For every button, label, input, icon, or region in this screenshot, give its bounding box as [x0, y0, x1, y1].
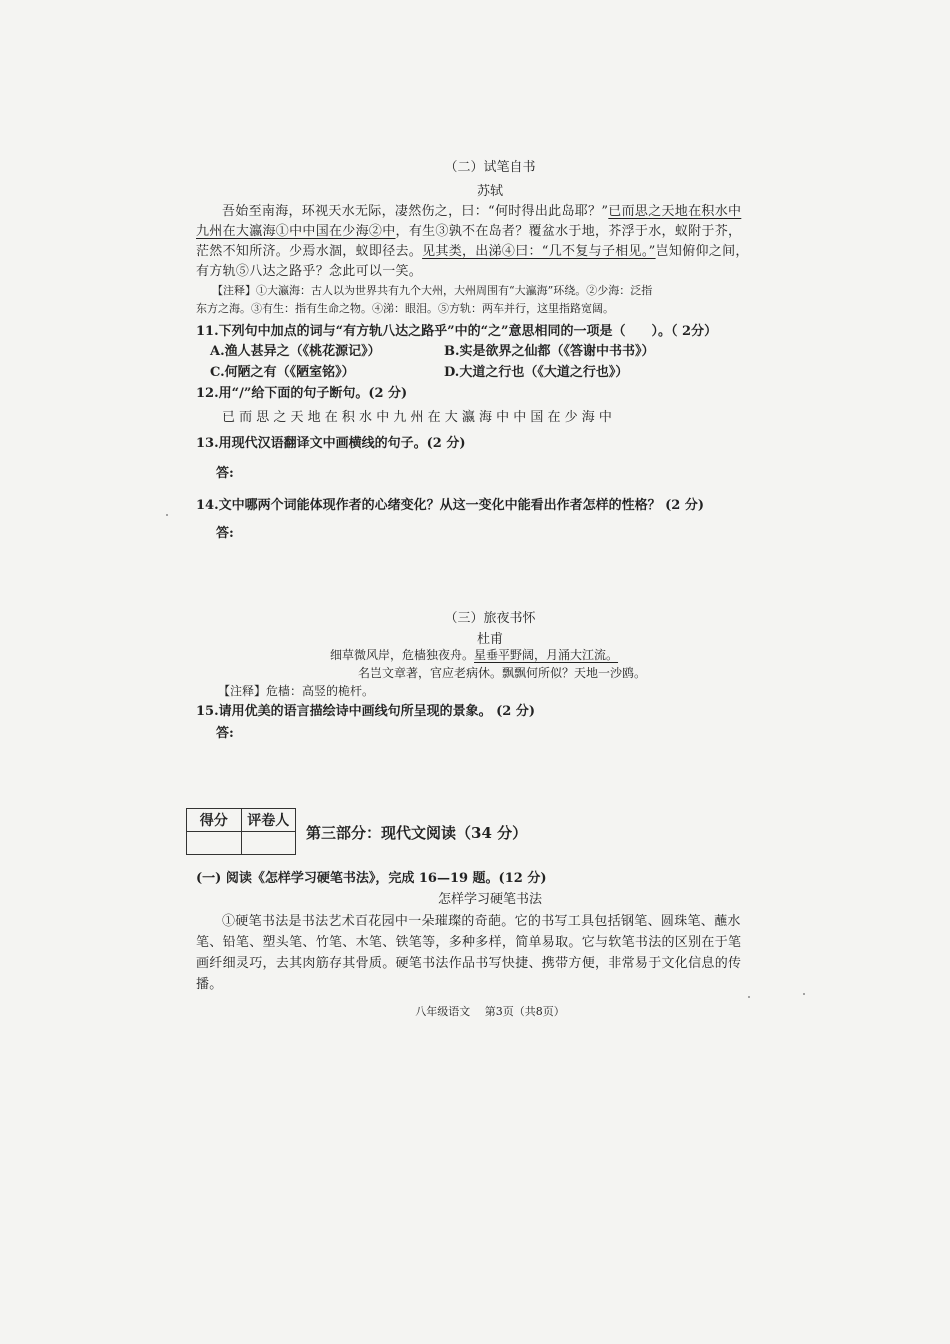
passage-line-2: 九州在大瀛海①中中国在少海②中，有生③孰不在岛者？覆盆水于地，芥浮于水，蚁附于芥， — [196, 224, 742, 239]
question-12: 12.用“/”给下面的句子断句。(2 分) — [196, 386, 408, 401]
answer-label-13: 答: — [216, 466, 234, 481]
annotation-line-2: 东方之海。③有生：指有生命之物。④涕：眼泪。⑤方轨：两车并行，这里指路宽阔。 — [196, 302, 614, 315]
grader-header: 评卷人 — [241, 809, 296, 832]
article-line-4: 播。 — [196, 977, 223, 992]
scan-speck — [803, 993, 805, 995]
part-3-heading: 第三部分：现代文阅读（34 分） — [306, 824, 528, 842]
score-cell — [187, 832, 242, 855]
answer-label-14: 答: — [216, 526, 234, 541]
reading-1-instruction: (一) 阅读《怎样学习硬笔书法》，完成 16—19 题。(12 分) — [196, 871, 547, 886]
passage-line-3: 茫然不知所济。少焉水涸，蚁即径去。见其类，出涕④曰：“几不复与子相见。”岂知俯仰之间， — [196, 244, 749, 259]
question-15: 15.请用优美的语言描绘诗中画线句所呈现的景象。 (2 分) — [196, 704, 536, 719]
poem-annotation: 【注释】危樯：高竖的桅杆。 — [218, 684, 375, 698]
passage-line-4: 有方轨⑤八达之路乎？念此可以一笑。 — [196, 264, 423, 279]
poem-line-1: 细草微风岸，危樯独夜舟。星垂平野阔，月涌大江流。 — [330, 648, 619, 662]
section-3-title: （三）旅夜书怀 — [444, 611, 536, 626]
question-12-text: 已 而 思 之 天 地 在 积 水 中 九 州 在 大 瀛 海 中 中 国 在 少 海 中 — [222, 410, 612, 425]
scan-speck — [748, 996, 750, 998]
article-line-1: ①硬笔书法是书法艺术百花园中一朵璀璨的奇葩。它的书写工具包括钢笔、圆珠笔、蘸水 — [222, 914, 741, 929]
answer-label-15: 答: — [216, 726, 234, 741]
page-footer: 八年级语文 第3页（共8页） — [415, 1005, 565, 1018]
passage-line-1: 吾始至南海，环视天水无际，凄然伤之，曰：“何时得出此岛耶？”已而思之天地在积水中 — [222, 204, 742, 219]
article-line-2: 笔、铅笔、塑头笔、竹笔、木笔、铁笔等，多种多样，简单易取。它与软笔书法的区别在于笔 — [196, 935, 742, 950]
option-d: D.大道之行也（《大道之行也》） — [444, 365, 629, 380]
poem-line-2: 名岂文章著，官应老病休。飘飘何所似？天地一沙鸥。 — [358, 666, 647, 680]
option-c: C.何陋之有（《陋室铭》） — [210, 365, 355, 380]
section-2-author: 苏轼 — [476, 184, 503, 199]
annotation-line-1: 【注释】①大瀛海：古人以为世界共有九个大州，大州周围有“大瀛海”环绕。②少海：泛指 — [212, 284, 653, 297]
section-2-title: （二）试笔自书 — [444, 160, 536, 175]
article-line-3: 画纤细灵巧，去其肉筋存其骨质。硬笔书法作品书写快捷、携带方便，非常易于文化信息的传 — [196, 956, 742, 971]
grader-cell — [241, 832, 296, 855]
question-14: 14.文中哪两个词能体现作者的心绪变化？从这一变化中能看出作者怎样的性格？ (2 分) — [196, 498, 705, 513]
question-13: 13.用现代汉语翻译文中画横线的句子。(2 分) — [196, 436, 466, 451]
option-b: B.实是欲界之仙都（《答谢中书书》） — [444, 344, 655, 359]
scan-speck — [166, 514, 168, 516]
article-title: 怎样学习硬笔书法 — [437, 892, 542, 907]
score-table — [186, 808, 296, 855]
section-3-author: 杜甫 — [476, 632, 503, 647]
score-header: 得分 — [187, 809, 242, 832]
option-a: A.渔人甚异之（《桃花源记》） — [210, 344, 381, 359]
question-11: 11.下列句中加点的词与“有方轨八达之路乎”中的“之”意思相同的一项是（ ）。（ 2分） — [196, 324, 718, 339]
